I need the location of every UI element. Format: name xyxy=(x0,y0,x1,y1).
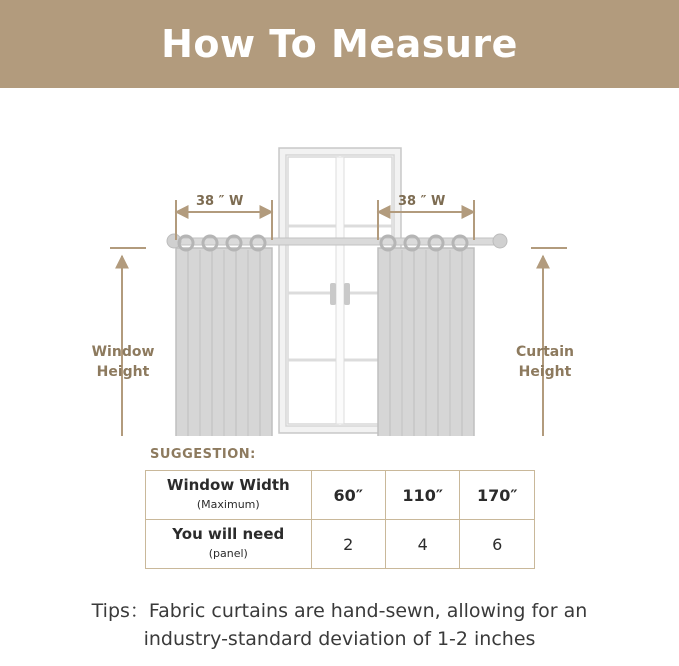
cell-width-1: 60″ xyxy=(311,471,385,520)
measure-diagram xyxy=(0,88,679,436)
tips-line-1: Fabric curtains are hand-sewn, allowing for an xyxy=(148,600,588,622)
row-header-panels-needed-sub: (panel) xyxy=(208,547,248,560)
table-row xyxy=(146,520,535,569)
cell-panels-1: 2 xyxy=(311,520,385,569)
cell-width-3: 170″ xyxy=(460,471,535,520)
cell-width-2: 110″ xyxy=(385,471,460,520)
curtain-height-label xyxy=(500,342,590,382)
row-header-panels-needed xyxy=(146,520,312,569)
cell-panels-3: 6 xyxy=(460,520,535,569)
page-title: How To Measure xyxy=(161,22,518,66)
cell-panels-2: 4 xyxy=(385,520,460,569)
curtain-height-label-line2: Height xyxy=(518,364,572,380)
window-height-label xyxy=(78,342,168,382)
header-banner xyxy=(0,0,679,88)
row-header-window-width xyxy=(146,471,312,520)
right-width-label: 38 ″ W xyxy=(398,194,446,209)
row-header-panels-needed-main: You will need xyxy=(172,525,285,543)
tips-text xyxy=(0,597,679,653)
curtain-window-illustration xyxy=(0,88,679,436)
table-row xyxy=(146,471,535,520)
suggestion-table xyxy=(145,470,535,569)
curtain-height-label-line1: Curtain xyxy=(515,344,575,360)
window-height-label-line1: Window xyxy=(91,344,155,360)
left-curtain-panel xyxy=(176,236,272,436)
window-height-label-line2: Height xyxy=(96,364,150,380)
tips-line-2: industry-standard deviation of 1-2 inches xyxy=(143,628,536,650)
tips-prefix: Tips： xyxy=(91,600,149,622)
right-curtain-panel xyxy=(378,236,474,436)
row-header-window-width-main: Window Width xyxy=(166,476,290,494)
suggestion-label: SUGGESTION: xyxy=(150,447,256,462)
left-width-label: 38 ″ W xyxy=(196,194,244,209)
row-header-window-width-sub: (Maximum) xyxy=(196,498,260,511)
